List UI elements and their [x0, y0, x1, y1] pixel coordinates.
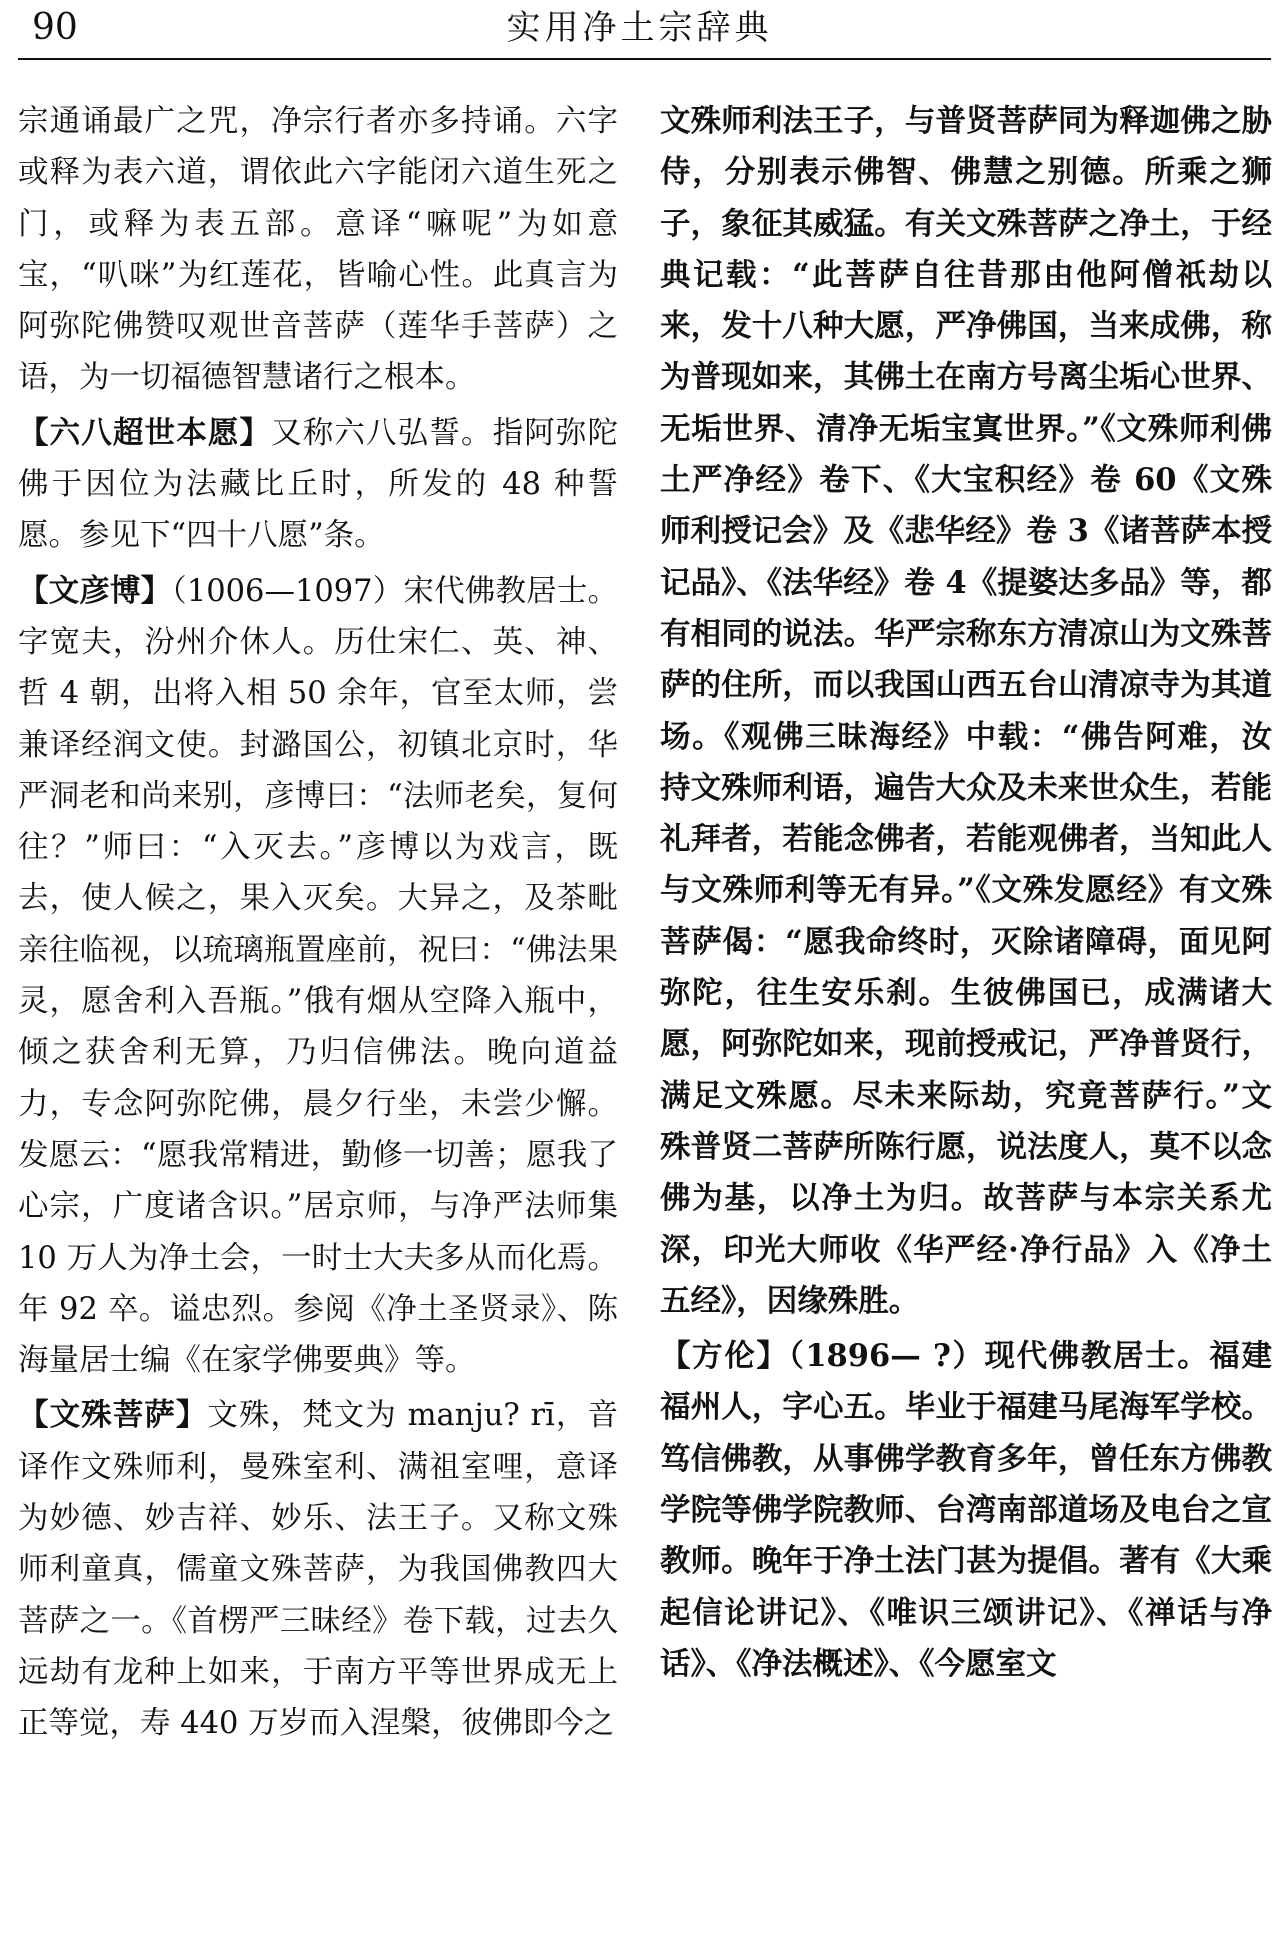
left-column — [18, 96, 618, 1936]
continued-paragraph — [660, 96, 1272, 1327]
entry-headword: 【六八超世本愿】 — [18, 414, 272, 451]
entry-headword: 【方伦】 — [660, 1338, 789, 1375]
dictionary-entry-wenyanbo — [18, 566, 618, 1387]
page-header — [0, 0, 1279, 62]
paragraph-text: 宗通诵最广之咒，净宗行者亦多持诵。六字或释为表六道，谓依此六字能闭六道生死之门，或释为表五部。意译“嘛呢”为如意宝，“叭咪”为红莲花，皆喻心性。此真言为阿弥陀佛赞叹观世音菩萨（莲华手菩萨）之语，为一切福德智慧诸行之根本。 — [18, 104, 618, 396]
page-number: 90 — [32, 7, 78, 48]
dictionary-entry-liuba — [18, 408, 618, 562]
entry-body: （1006—1097）宋代佛教居士。字宽夫，汾州介休人。历仕宋仁、英、神、哲 4 朝，出将入相 50 余年，官至太师，尝兼译经润文使。封潞国公，初镇北京时，华严洞老和尚来别，彦博曰：“法师老矣，复何往？”师曰：“入灭去。”彦博以为戏言，既去，使人候之，果入灭矣。大异之，及茶毗亲往临视，以琉璃瓶置座前，祝曰：“佛法果灵，愿舍利入吾瓶。”俄有烟从空降入瓶中，倾之获舍利无算，乃归信佛法。晚向道益力，专念阿弥陀佛，晨夕行坐，未尝少懈。发愿云：“愿我常精进，勤修一切善；愿我了心宗，广度诸含识。”居京师，与净严法师集 10 万人为净土会，一时士大夫多从而化焉。年 92 卒。谥忠烈。参阅《净土圣贤录》、陈海量居士编《在家学佛要典》等。 — [18, 573, 618, 1379]
dictionary-entry-wenshu — [18, 1390, 618, 1749]
right-column — [660, 96, 1272, 1936]
entry-body: 又称六八弘誓。指阿弥陀佛于因位为法藏比丘时，所发的 48 种誓愿。参见下“四十八愿”条。 — [18, 415, 618, 554]
paragraph-text: 文殊师利法王子，与普贤菩萨同为释迦佛之胁侍，分别表示佛智、佛慧之别德。所乘之狮子，象征其威猛。有关文殊菩萨之净土，于经典记载：“此菩萨自往昔那由他阿僧祇劫以来，发十八种大愿，严净佛国，当来成佛，称为普现如来，其佛土在南方号离尘垢心世界、无垢世界、清净无垢宝寘世界。”《文殊师利佛土严净经》卷下、《大宝积经》卷 60《文殊师利授记会》及《悲华经》卷 3《诸菩萨本授记品》、《法华经》卷 4《提婆达多品》等，都有相同的说法。华严宗称东方清凉山为文殊菩萨的住所，而以我国山西五台山清凉寺为其道场。《观佛三昧海经》中载：“佛告阿难，汝持文殊师利语，遍告大众及未来世众生，若能礼拜者，若能念佛者，若能观佛者，当知此人与文殊师利等无有异。”《文殊发愿经》有文殊菩萨偈：“愿我命终时，灭除诸障碍，面见阿弥陀，往生安乐刹。生彼佛国已，成满诸大愿，阿弥陀如来，现前授戒记，严净普贤行，满足文殊愿。尽未来际劫，究竟菩萨行。”文殊普贤二菩萨所陈行愿，说法度人，莫不以念佛为基，以净土为归。故菩萨与本宗关系尤深，印光大师收《华严经·净行品》入《净土五经》，因缘殊胜。 — [660, 103, 1272, 1319]
entry-body: （1896— ?）现代佛教居士。福建福州人，字心五。毕业于福建马尾海军学校。笃信佛教，从事佛学教育多年，曾任东方佛教学院等佛学院教师、台湾南部道场及电台之宣教师。晚年于净土法门甚为提倡。著有《大乘起信论讲记》、《唯识三颂讲记》、《禅话与净话》、《净法概述》、《今愿室文 — [660, 1338, 1272, 1682]
entry-body: 文殊，梵文为 manju? rī，音译作文殊师利，曼殊室利、满祖室哩，意译为妙德、妙吉祥、妙乐、法王子。又称文殊师利童真，儒童文殊菩萨，为我国佛教四大菩萨之一。《首楞严三昧经》卷下载，过去久远劫有龙种上如来，于南方平等世界成无上正等觉，寿 440 万岁而入涅槃，彼佛即今之 — [18, 1398, 618, 1742]
continued-paragraph — [18, 96, 618, 404]
dictionary-entry-fanglun — [660, 1331, 1272, 1690]
entry-headword: 【文殊菩萨】 — [18, 1397, 208, 1434]
running-title: 实用净土宗辞典 — [506, 8, 773, 48]
header-rule — [18, 58, 1271, 60]
entry-headword: 【文彦博】 — [18, 572, 172, 609]
